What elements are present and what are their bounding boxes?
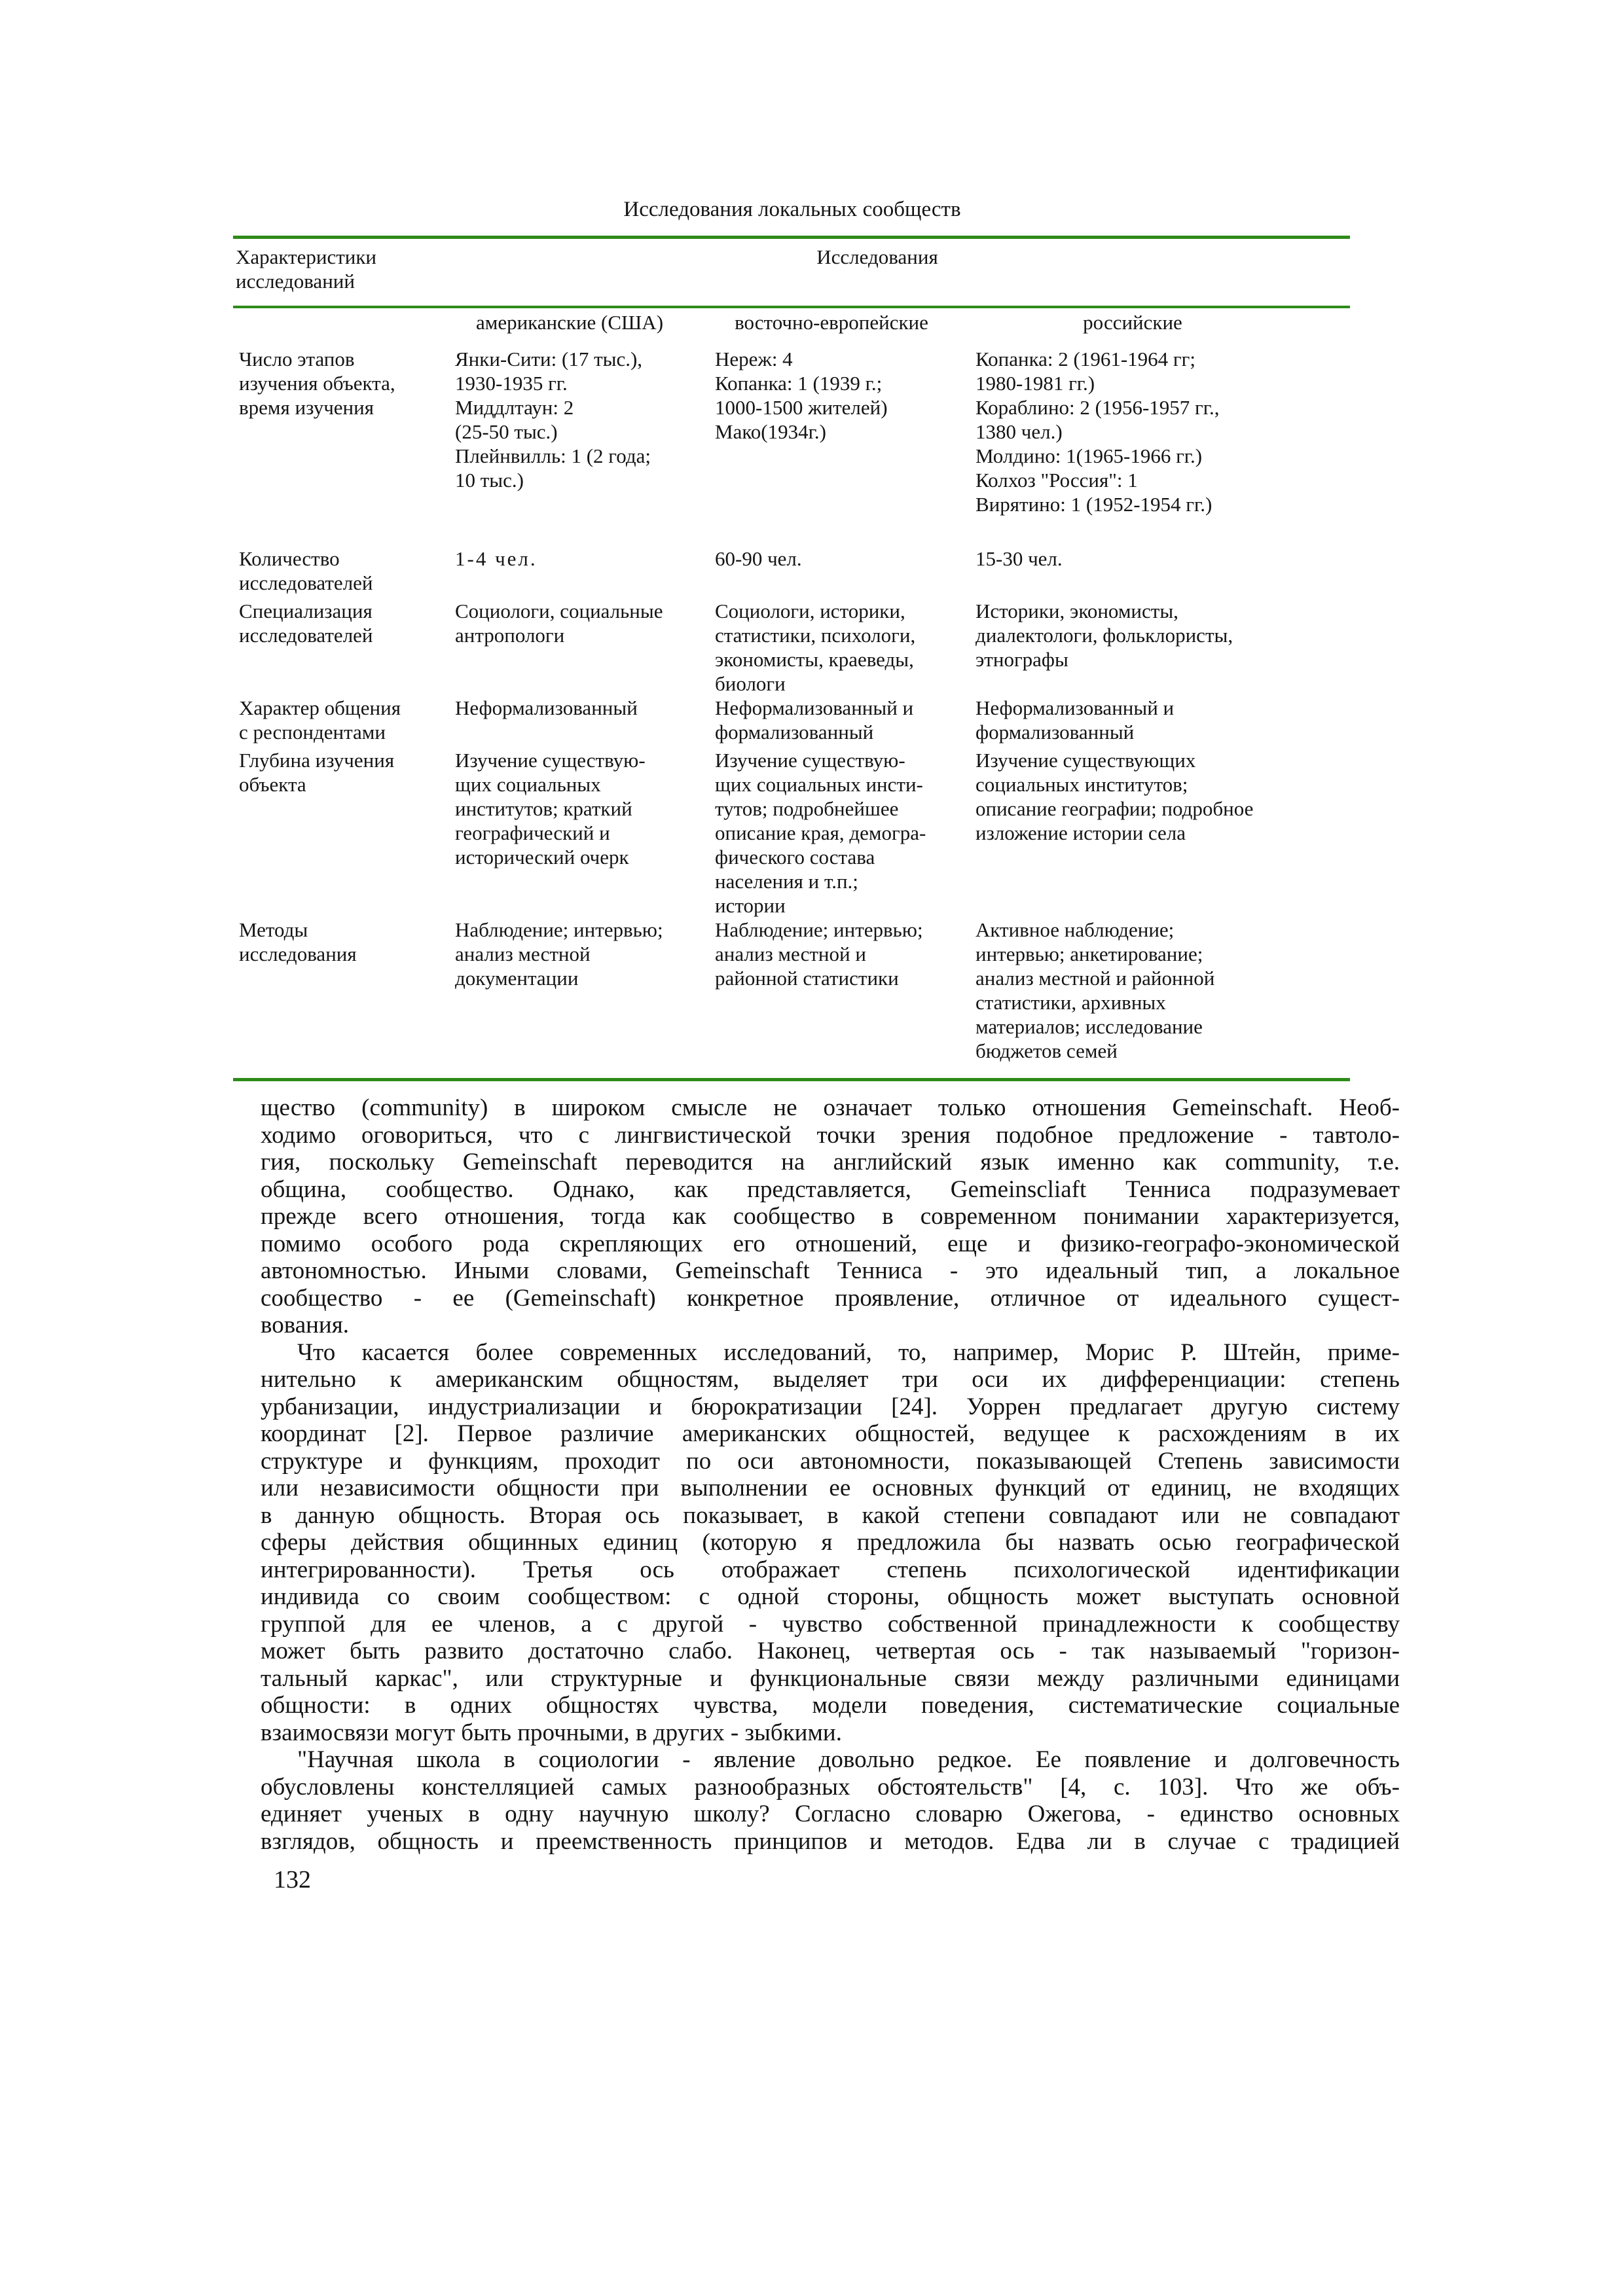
row-stages-east-european: Нереж: 4 Копанка: 1 (1939 г.; 1000-1500 жителей) Мако(1934г.) <box>715 348 888 443</box>
paragraph-line: гия, поскольку Gemeinschaft переводится на английский язык именно как community, т.е. <box>261 1149 1400 1175</box>
row-methods-russian: Активное наблюдение; интервью; анкетирование; анализ местной и районной статистики, архивных материалов; исследование бюджетов семей <box>976 918 1215 1062</box>
paragraph-line: взглядов, общность и преемственность принципов и методов. Едва ли в случае с традицией <box>261 1827 1400 1855</box>
paragraph-line: помимо особого рода скрепляющих его отношений, еще и физико-географо-экономической <box>261 1230 1400 1257</box>
row-stages-russian: Копанка: 2 (1961-1964 гг; 1980-1981 гг.) Кораблино: 2 (1956-1957 гг., 1380 чел.) Молдино: 1(1965-1966 гг.) Колхоз "Россия": 1 Вирятино: 1 (1952-1954 гг.) <box>976 348 1220 516</box>
paragraph-line: вования. <box>261 1312 349 1338</box>
row-stages-label: Число этапов изучения объекта, время изучения <box>239 348 395 419</box>
row-depth-label: Глубина изучения объекта <box>239 749 395 796</box>
row-methods-american: Наблюдение; интервью; анализ местной документации <box>455 918 663 990</box>
row-researchers-russian: 15-30 чел. <box>976 547 1063 570</box>
header-research: Исследования <box>816 245 938 268</box>
row-stages-american: Янки-Сити: (17 тыс.), 1930-1935 гг. Миддлтаун: 2 (25-50 тыс.) Плейнвилль: 1 (2 года; 10 тыс.) <box>455 348 651 492</box>
paragraph-line: щество (community) в широком смысле не означает только отношения Gemeinschaft. Необ- <box>261 1094 1400 1121</box>
paragraph-line: тальный каркас", или структурные и функциональные связи между различными единицами <box>261 1664 1400 1692</box>
paragraph-line: община, сообщество. Однако, как представляется, Gemeinscliaft Тенниса подразумевает <box>261 1175 1400 1203</box>
paragraph-line: единяет ученых в одну научную школу? Согласно словарю Ожегова, - единство основных <box>261 1801 1400 1827</box>
paragraph-line: Что касается более современных исследований, то, например, Морис Р. Штейн, приме- <box>297 1338 1400 1366</box>
row-researchers-label: Количество исследователей <box>239 547 373 594</box>
table-caption: Исследования локальных сообществ <box>623 198 961 221</box>
paragraph-line: ходимо оговориться, что с лингвистической точки зрения подобное предложение - тавтоло- <box>261 1121 1400 1149</box>
paragraph-line: индивида со своим сообществом: с одной стороны, общность может выступать основной <box>261 1583 1400 1610</box>
paragraph-line: прежде всего отношения, тогда как сообщество в современном понимании характеризуется, <box>261 1203 1400 1230</box>
paragraph-line: взаимосвязи могут быть прочными, в других - зыбкими. <box>261 1719 842 1746</box>
paragraph-line: урбанизации, индустриализации и бюрократизации [24]. Уоррен предлагает другую систему <box>261 1393 1400 1420</box>
paragraph-line: сообщество - ее (Gemeinschaft) конкретное проявление, отличное от идеального сущест- <box>261 1284 1400 1312</box>
body-text <box>261 1094 1400 1855</box>
subheader-american: американские (США) <box>475 311 664 334</box>
row-communication-russian: Неформализованный и формализованный <box>976 696 1175 744</box>
row-depth-american: Изучение существую- щих социальных институтов; краткий географический и исторический очерк <box>455 749 646 869</box>
paragraph-line: или независимости общности при выполнении ее основных функций от единиц, не входящих <box>261 1475 1400 1501</box>
paragraph-line: группой для ее членов, а с другой - чувство собственной принадлежности к сообществу <box>261 1610 1400 1638</box>
row-methods-label: Методы исследования <box>239 918 357 965</box>
row-methods-east-european: Наблюдение; интервью; анализ местной и районной статистики <box>715 918 923 990</box>
paragraph-line: координат [2]. Первое различие американских общностей, ведущее к расхождениям в их <box>261 1420 1400 1447</box>
row-specialization-east-european: Социологи, историки, статистики, психологи, экономисты, краеведы, биологи <box>715 600 916 695</box>
row-researchers-american: 1-4 чел. <box>455 547 538 570</box>
row-specialization-russian: Историки, экономисты, диалектологи, фольклористы, этнографы <box>976 600 1233 671</box>
subheader-east-european: восточно-европейские <box>735 311 928 334</box>
paragraph-line: может быть развито достаточно слабо. Наконец, четвертая ось - так называемый "горизон- <box>261 1638 1400 1664</box>
row-depth-russian: Изучение существующих социальных институтов; описание географии; подробное изложение истории села <box>976 749 1254 844</box>
row-communication-east-european: Неформализованный и формализованный <box>715 696 914 744</box>
row-communication-label: Характер общения с респондентами <box>239 696 401 744</box>
paragraph-line: обусловлены констелляцией самых разнообразных обстоятельств" [4, с. 103]. Что же объ- <box>261 1773 1400 1801</box>
subheader-russian: российские <box>1083 311 1182 334</box>
row-specialization-american: Социологи, социальные антропологи <box>455 600 663 647</box>
paragraph-line: структуре и функциям, проходит по оси автономности, показывающей Степень зависимости <box>261 1447 1400 1475</box>
row-communication-american: Неформализованный <box>455 696 638 719</box>
paragraph-line: сферы действия общинных единиц (которую я предложила бы назвать осью географической <box>261 1529 1400 1556</box>
row-depth-east-european: Изучение существую- щих социальных инсти- тутов; подробнейшее описание края, демогра- фического состава населения и т.п.; истории <box>715 749 926 917</box>
header-characteristics: Характеристики исследований <box>236 245 377 293</box>
page-number: 132 <box>274 1866 311 1893</box>
paragraph-line: "Научная школа в социологии - явление довольно редкое. Ее появление и долговечность <box>297 1746 1400 1773</box>
paragraph-line: общности: в одних общностях чувства, модели поведения, систематические социальные <box>261 1692 1400 1719</box>
table-bottom-rule <box>233 1078 1350 1081</box>
row-specialization-label: Специализация исследователей <box>239 600 373 647</box>
table-header-rule <box>233 306 1350 308</box>
row-researchers-east-european: 60-90 чел. <box>715 547 802 570</box>
table-top-rule <box>233 236 1350 239</box>
paragraph-line: автономностью. Иными словами, Gemeinschaft Тенниса - это идеальный тип, а локальное <box>261 1257 1400 1284</box>
paragraph-line: нительно к американским общностям, выделяет три оси их дифференциации: степень <box>261 1366 1400 1393</box>
paragraph-line: в данную общность. Вторая ось показывает, в какой степени совпадают или не совпадают <box>261 1501 1400 1529</box>
paragraph-line: интегрированности). Третья ось отображает степень психологической идентификации <box>261 1556 1400 1583</box>
